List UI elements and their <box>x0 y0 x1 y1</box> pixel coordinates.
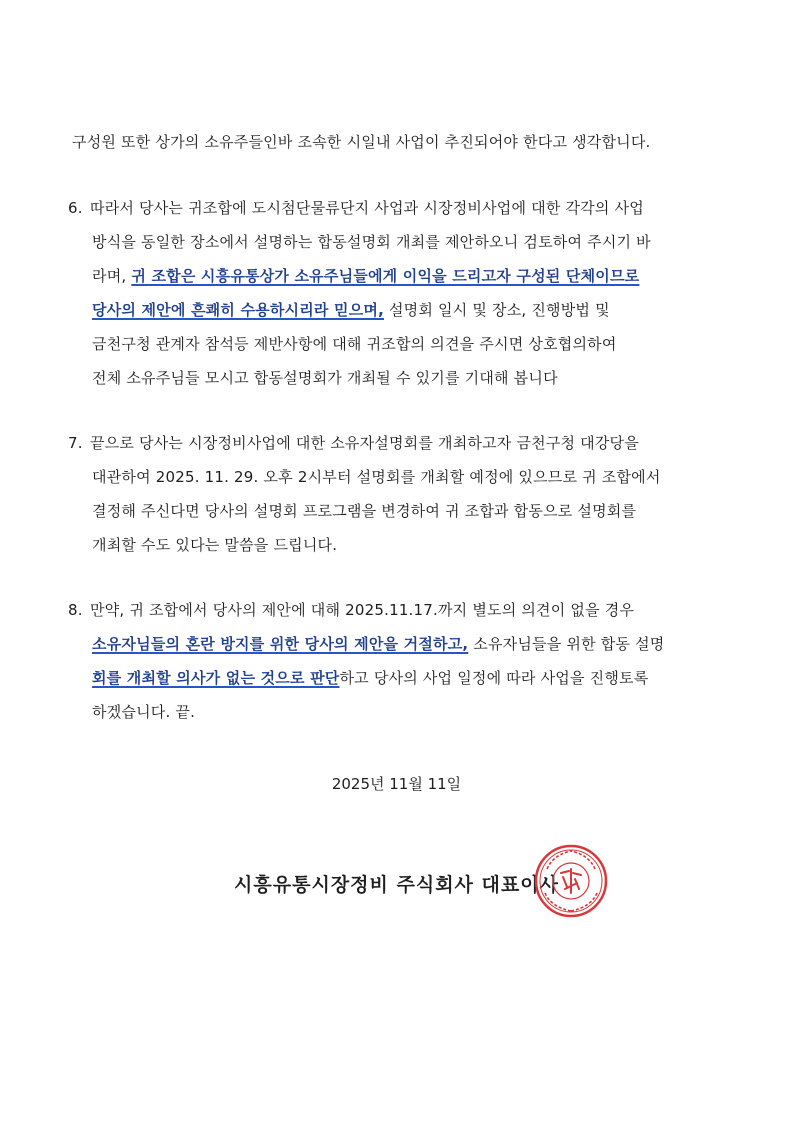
item7-line3: 결정해 주신다면 당사의 설명회 프로그램을 변경하여 귀 조합과 합동으로 설명회를 <box>92 502 637 520</box>
item8-line3 <box>92 668 648 688</box>
company-seal-stamp <box>533 843 609 919</box>
item6-number: 6. <box>68 199 83 217</box>
item8-text1: 만약, 귀 조합에서 당사의 제안에 대해 2025.11.17.까지 별도의 의견이 없을 경우 <box>90 601 635 619</box>
item8-text2b: 소유자님들을 위한 합동 설명 <box>468 635 665 653</box>
item8-number: 8. <box>68 601 83 619</box>
item6-line3 <box>92 266 639 286</box>
item6-text1: 따라서 당사는 귀조합에 도시첨단물류단지 사업과 시장정비사업에 대한 각각의 사업 <box>90 199 644 217</box>
item6-line5: 금천구청 관계자 참석등 제반사항에 대해 귀조합의 의견을 주시면 상호협의하여 <box>92 335 617 353</box>
item6-line1 <box>68 198 644 218</box>
document-date: 2025년 11월 11일 <box>331 775 462 793</box>
item6-text3a: 라며, <box>92 267 132 285</box>
item6-text4b: 설명회 일시 및 장소, 진행방법 및 <box>384 301 610 319</box>
item6-line4 <box>92 300 610 320</box>
item8-line4: 하겠습니다. 끝. <box>92 703 196 721</box>
intro-line: 구성원 또한 상가의 소유주들인바 조속한 시일내 사업이 추진되어야 한다고 생각합니다. <box>72 133 651 151</box>
signature-line: 시흥유통시장정비 주식회사 대표이사 <box>234 874 559 896</box>
item7-number: 7. <box>68 434 83 452</box>
item8-highlight1: 소유자님들의 혼란 방지를 위한 당사의 제안을 거절하고, <box>92 635 469 653</box>
item6-highlight2: 당사의 제안에 흔쾌히 수용하시리라 믿으며, <box>92 301 385 319</box>
item6-line6: 전체 소유주님들 모시고 합동설명회가 개최될 수 있기를 기대해 봅니다 <box>92 369 558 387</box>
item6-line2: 방식을 동일한 장소에서 설명하는 합동설명회 개최를 제안하오니 검토하여 주시기 바 <box>92 233 651 251</box>
item6-highlight1: 귀 조합은 시흥유통상가 소유주님들에게 이익을 드리고자 구성된 단체이므로 <box>131 267 640 285</box>
item8-text3b: 하고 당사의 사업 일정에 따라 사업을 진행토록 <box>339 669 649 687</box>
item7-line4: 개최할 수도 있다는 말씀을 드립니다. <box>92 536 338 554</box>
item8-line2 <box>92 634 664 654</box>
item7-line1 <box>68 433 639 453</box>
item7-text1: 끝으로 당사는 시장정비사업에 대한 소유자설명회를 개최하고자 금천구청 대강당을 <box>90 434 639 452</box>
item8-highlight2: 회를 개최할 의사가 없는 것으로 판단 <box>92 669 340 687</box>
item7-line2: 대관하여 2025. 11. 29. 오후 2시부터 설명회를 개최할 예정에 있으므로 귀 조합에서 <box>92 468 661 486</box>
item8-line1 <box>68 600 634 620</box>
